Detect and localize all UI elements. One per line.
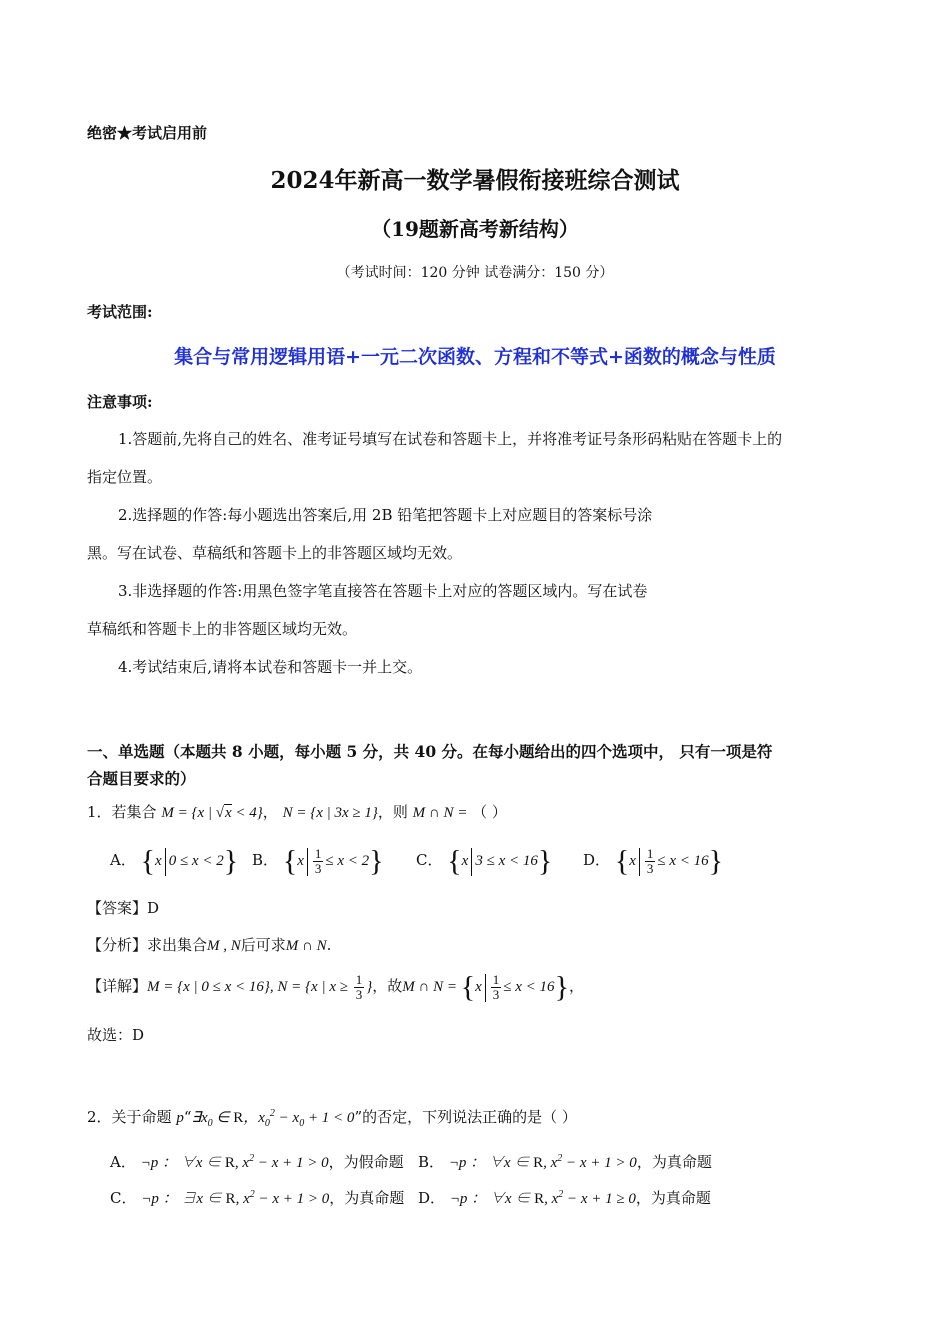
option-c-expr: ¬p ： ∃x ∈ R, $x^2 - x + 1 > 0$ (141, 1189, 330, 1207)
note-line: 草稿纸和答题卡上的非答题区域均无效。 (87, 620, 358, 638)
q1-analysis (87, 934, 331, 955)
option-a-note: ，为假命题 (328, 1153, 404, 1171)
q1-intersection: M ∩ N = (412, 805, 468, 821)
option-c-expr: {x 3 ≤ x < 16} (447, 844, 553, 878)
q1-set-m: M = {x | √x < 4} (161, 805, 263, 821)
option-d-expr: ¬p ： ∀x ∈ R, $x^2 - x + 1 \ge 0$ (449, 1189, 636, 1207)
note-line: 黑。写在试卷、草稿纸和答题卡上的非答题区域均无效。 (87, 544, 463, 562)
option-label: B． (252, 851, 279, 869)
detail-result: M ∩ N = {x $\frac{1}{3}$ ≤ x < 16} (402, 970, 569, 1004)
q2-p: p (176, 1110, 184, 1126)
scope-label: 考试范围: (87, 303, 153, 321)
notes-label: 注意事项: (87, 393, 153, 411)
section-line-2: 合题目要求的） (87, 769, 196, 788)
note-line: 1.答题前,先将自己的姓名、准考证号填写在试卷和答题卡上，并将准考证号条形码粘贴在答题卡上的 (118, 430, 783, 448)
option-a-expr: {x 0 ≤ x < 2} (140, 844, 239, 878)
section-heading (87, 738, 772, 792)
detail-mid: ，故 (372, 977, 403, 995)
option-b-expr: {x $\frac{1}{3}$ ≤ x < 2} (282, 844, 384, 878)
q1-set-n: N = {x | 3x ≥ 1} (282, 805, 378, 821)
question-2 (87, 1106, 577, 1129)
time-info: （考试时间：120 分钟 试卷满分：150 分） (336, 265, 614, 281)
note-line: 指定位置。 (87, 468, 163, 486)
question-1 (87, 801, 507, 822)
q2-proposition: $\exists x_0$ ∈ R，$x_0^2 - x_0 + 1 < 0$ (191, 1108, 355, 1129)
q1-choice: 故选：D (87, 1026, 145, 1044)
q1-mid: ， (262, 803, 278, 821)
detail-end: ， (568, 977, 584, 995)
q2-prefix: 2．关于命题 (87, 1108, 172, 1126)
q1-paren: （ ） (472, 803, 507, 821)
option-label: A． (110, 1153, 136, 1171)
q1-prefix: 1．若集合 (87, 803, 157, 821)
note-line: 3.非选择题的作答:用黑色签字笔直接答在答题卡上对应的答题区域内。写在试卷 (118, 582, 648, 600)
q2-option-a[interactable] (110, 1151, 404, 1172)
option-label: C． (110, 1189, 137, 1207)
analysis-intersection: M ∩ N (285, 938, 327, 954)
analysis-mid: 后可求 (240, 936, 286, 954)
detail-sets: M = {x | 0 ≤ x < 16}, N = {x | x ≥ $\frac{1}{3}$ } (147, 972, 373, 1003)
option-d-note: ，为真命题 (635, 1189, 711, 1207)
q2-option-d[interactable] (418, 1187, 711, 1208)
q2-option-c[interactable] (110, 1187, 404, 1208)
q2-quote-open: “ (183, 1108, 192, 1126)
q1-option-a[interactable] (110, 840, 238, 881)
section-line-1: 一、单选题（本题共 8 小题，每小题 5 分，共 40 分。在每小题给出的四个选项中， 只有一项是符 (87, 742, 773, 761)
option-c-note: ，为真命题 (329, 1189, 405, 1207)
option-label: A． (110, 851, 136, 869)
exam-title: 2024年新高一数学暑假衔接班综合测试 (270, 167, 680, 194)
q1-detail (87, 966, 584, 1007)
q1-answer: 【答案】D (87, 899, 160, 917)
detail-prefix: 【详解】 (87, 977, 148, 995)
option-label: B． (418, 1153, 445, 1171)
note-line: 4.考试结束后,请将本试卷和答题卡一并上交。 (118, 658, 423, 676)
exam-subtitle: （19题新高考新结构） (371, 217, 579, 241)
option-label: D． (418, 1189, 446, 1207)
q2-quote-close: ”的否定，下列说法正确的是（ ） (354, 1108, 577, 1126)
option-d-expr: {x $\frac{1}{3}$ ≤ x < 16} (614, 844, 724, 878)
analysis-prefix: 【分析】求出集合 (87, 936, 208, 954)
q1-suffix: ，则 (377, 803, 408, 821)
note-line: 2.选择题的作答:每小题选出答案后,用 2B 铅笔把答题卡上对应题目的答案标号涂 (118, 506, 653, 524)
secret-mark: 绝密★考试启用前 (87, 124, 208, 142)
q1-option-c[interactable] (416, 840, 552, 881)
option-b-expr: ¬p ： ∀x ∈ R, $x^2 - x + 1 > 0$ (448, 1153, 637, 1171)
option-label: C． (416, 851, 443, 869)
option-label: D． (583, 851, 611, 869)
q1-option-b[interactable] (252, 840, 384, 881)
option-a-expr: ¬p ： ∀x ∈ R, $x^2 - x + 1 > 0$ (140, 1153, 329, 1171)
analysis-end: . (326, 936, 332, 954)
scope-content: 集合与常用逻辑用语+一元二次函数、方程和不等式+函数的概念与性质 (174, 346, 776, 368)
q1-option-d[interactable] (583, 840, 723, 881)
option-b-note: ，为真命题 (636, 1153, 712, 1171)
analysis-sets: M , N (207, 938, 241, 954)
q2-option-b[interactable] (418, 1151, 712, 1172)
